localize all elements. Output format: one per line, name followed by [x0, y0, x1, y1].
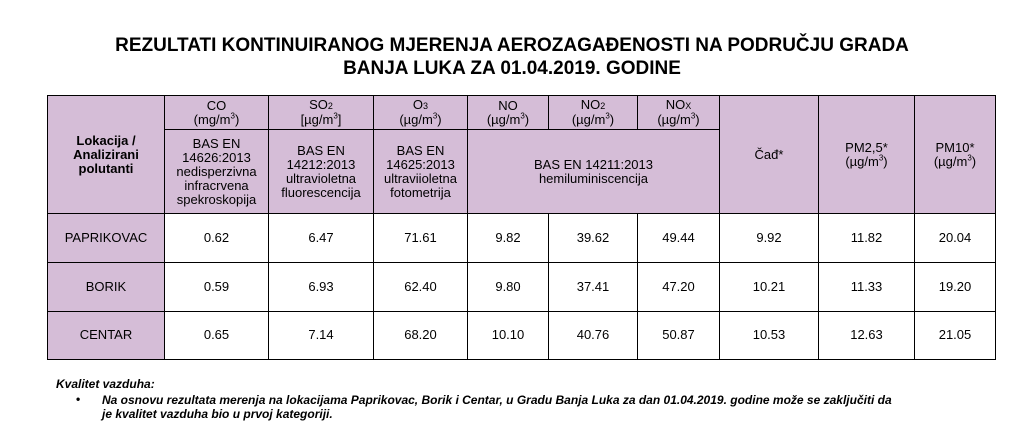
header-co — [165, 96, 269, 130]
cell-pm10: 21.05 — [915, 311, 996, 359]
cell-so2: 6.93 — [269, 262, 374, 311]
method-line: fluorescencija — [281, 184, 361, 200]
cell-so2: 6.47 — [269, 214, 374, 262]
corner-line-2: Analizirani — [73, 146, 139, 162]
method-co — [165, 130, 269, 214]
method-line: BAS EN — [192, 135, 241, 151]
cell-nox: 47.20 — [638, 262, 720, 311]
header-pm10-unit: $(\mu g/m^3)$ — [933, 153, 977, 169]
method-line: spekroskopija — [176, 191, 257, 207]
notes-heading: Kvalitet vazduha: — [56, 377, 155, 391]
method-line: ultravioletna — [285, 170, 357, 186]
bullet-icon: • — [76, 392, 81, 406]
cell-o3: 62.40 — [374, 262, 468, 311]
notes-text — [102, 393, 1006, 421]
corner-line-1: Lokacija / — [76, 132, 136, 148]
cell-co: 0.59 — [165, 262, 269, 311]
method-line: BAS EN — [297, 142, 345, 158]
method-nox — [468, 130, 720, 214]
method-line: nedisperzivna — [176, 163, 257, 179]
header-so2-unit: $[\mu g/m^3]$ — [300, 111, 342, 128]
header-pm10 — [915, 96, 996, 214]
cell-no2: 37.41 — [549, 262, 638, 311]
corner-header — [48, 96, 165, 214]
cell-no2: 40.76 — [549, 311, 638, 359]
cell-co: 0.65 — [165, 311, 269, 359]
header-no2-unit: $(\mu g/m^3)$ — [571, 111, 615, 128]
cell-no2: 39.62 — [549, 214, 638, 262]
cell-co: 0.62 — [165, 214, 269, 262]
cell-o3: 68.20 — [374, 311, 468, 359]
table-row — [48, 262, 996, 311]
header-pm25-name: PM2,5* — [845, 139, 888, 155]
method-line: 14625:2013 — [386, 156, 455, 172]
notes-line-2: je kvalitet vazduha bio u prvoj kategoriji. — [102, 407, 333, 421]
measurements-table — [47, 95, 996, 360]
cell-pm10: 20.04 — [915, 214, 996, 262]
row-location: BORIK — [48, 262, 165, 311]
header-no-name: NO — [498, 97, 518, 113]
method-line: 14626:2013 — [182, 149, 251, 165]
table-row — [48, 311, 996, 359]
header-nox — [638, 96, 720, 130]
header-co-unit: $(mg/m^3)$ — [193, 111, 240, 127]
method-line: BAS EN 14211:2013 — [533, 156, 653, 172]
header-no2 — [549, 96, 638, 130]
table-row — [48, 214, 996, 262]
method-line: fotometrija — [390, 184, 451, 200]
cell-cad: 10.21 — [720, 262, 819, 311]
notes-line-1: Na osnovu rezultata merenja na lokacijama Paprikovac, Borik i Centar, u Gradu Banja Luka za dan 01.04.2019. godine može se zaključiti da — [102, 393, 892, 407]
header-pm10-name: PM10* — [935, 139, 975, 155]
header-nox-name: NOX — [665, 97, 692, 113]
air-quality-notes — [56, 377, 1006, 421]
cell-pm10: 19.20 — [915, 262, 996, 311]
header-o3-name: O3 — [412, 97, 429, 113]
cell-cad: 10.53 — [720, 311, 819, 359]
corner-line-3: polutanti — [78, 160, 134, 176]
header-cad — [720, 96, 819, 214]
method-so2 — [269, 130, 374, 214]
cell-cad: 9.92 — [720, 214, 819, 262]
cell-nox: 50.87 — [638, 311, 720, 359]
header-o3-unit: $(\mu g/m^3)$ — [399, 111, 442, 128]
header-pm25 — [819, 96, 915, 214]
method-line: BAS EN — [396, 142, 445, 158]
header-so2 — [269, 96, 374, 130]
header-so2-name: SO2 — [309, 97, 333, 113]
header-o3 — [374, 96, 468, 130]
page-title — [0, 34, 1024, 80]
cell-no: 9.82 — [468, 214, 549, 262]
cell-pm25: 11.82 — [819, 214, 915, 262]
method-line: infracrvena — [184, 177, 249, 193]
title-line-1: REZULTATI KONTINUIRANOG MJERENJA AEROZAGAĐENOSTI NA PODRUČJU GRADA — [115, 35, 909, 56]
method-line: hemiluminiscencija — [538, 170, 649, 186]
cell-no: 9.80 — [468, 262, 549, 311]
header-co-name: CO — [206, 97, 227, 113]
cell-pm25: 12.63 — [819, 311, 915, 359]
header-no-unit: $(\mu g/m^3)$ — [486, 111, 530, 127]
method-o3 — [374, 130, 468, 214]
row-location: CENTAR — [48, 311, 165, 359]
header-nox-unit: $(\mu g/m^3)$ — [657, 111, 700, 128]
cell-so2: 7.14 — [269, 311, 374, 359]
row-location: PAPRIKOVAC — [48, 214, 165, 262]
method-line: 14212:2013 — [286, 156, 356, 172]
header-pm25-unit: $(\mu g/m^3)$ — [845, 153, 888, 169]
cell-no: 10.10 — [468, 311, 549, 359]
cell-o3: 71.61 — [374, 214, 468, 262]
cell-nox: 49.44 — [638, 214, 720, 262]
cell-pm25: 11.33 — [819, 262, 915, 311]
method-line: ultraviioletna — [384, 170, 457, 186]
title-line-2: BANJA LUKA ZA 01.04.2019. GODINE — [343, 58, 681, 79]
header-cad-name: Čađ* — [754, 146, 784, 162]
header-no — [468, 96, 549, 130]
header-no2-name: NO2 — [580, 97, 606, 113]
